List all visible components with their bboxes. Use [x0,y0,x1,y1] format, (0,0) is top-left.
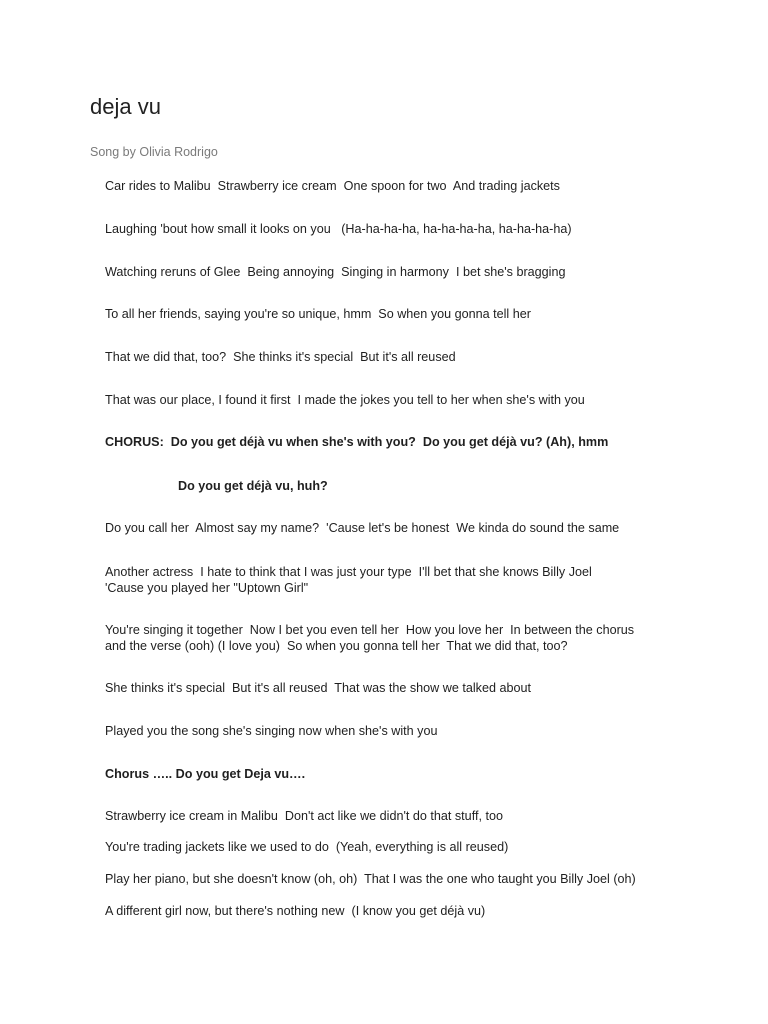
chorus-line: Do you get déjà vu, huh? [178,479,328,493]
chorus-line: Chorus ….. Do you get Deja vu…. [105,767,306,781]
lyric-line: She thinks it's special But it's all reused That was the show we talked about [105,681,531,695]
lyric-line: Do you call her Almost say my name? 'Cause let's be honest We kinda do sound the same [105,521,620,535]
page-title: deja vu [90,94,161,119]
lyric-line: and the verse (ooh) (I love you) So when you gonna tell her That we did that, too? [105,639,568,653]
lyric-line: You're singing it together Now I bet you even tell her How you love her In between the chorus [105,623,635,637]
lyric-line: Played you the song she's singing now when she's with you [105,724,438,738]
lyric-line: 'Cause you played her "Uptown Girl" [105,581,309,595]
lyric-line: A different girl now, but there's nothing new (I know you get déjà vu) [105,904,486,918]
lyric-line: That was our place, I found it first I made the jokes you tell to her when she's with you [105,393,585,407]
lyric-line: Another actress I hate to think that I was just your type I'll bet that she knows Billy Joel [105,565,592,579]
lyric-line: That we did that, too? She thinks it's special But it's all reused [105,350,456,364]
lyric-line: Laughing 'bout how small it looks on you (Ha-ha-ha-ha, ha-ha-ha-ha, ha-ha-ha-ha) [105,222,572,236]
lyric-line: Car rides to Malibu Strawberry ice cream One spoon for two And trading jackets [105,179,560,193]
lyric-line: Watching reruns of Glee Being annoying Singing in harmony I bet she's bragging [105,265,566,279]
lyric-line: Play her piano, but she doesn't know (oh, oh) That I was the one who taught you Billy Joel (oh) [105,872,636,886]
lyric-line: You're trading jackets like we used to do (Yeah, everything is all reused) [105,840,509,854]
song-subtitle: Song by Olivia Rodrigo [90,145,218,159]
lyric-line: Strawberry ice cream in Malibu Don't act like we didn't do that stuff, too [105,809,503,823]
chorus-line: CHORUS: Do you get déjà vu when she's with you? Do you get déjà vu? (Ah), hmm [105,435,609,449]
lyric-line: To all her friends, saying you're so unique, hmm So when you gonna tell her [105,307,531,321]
